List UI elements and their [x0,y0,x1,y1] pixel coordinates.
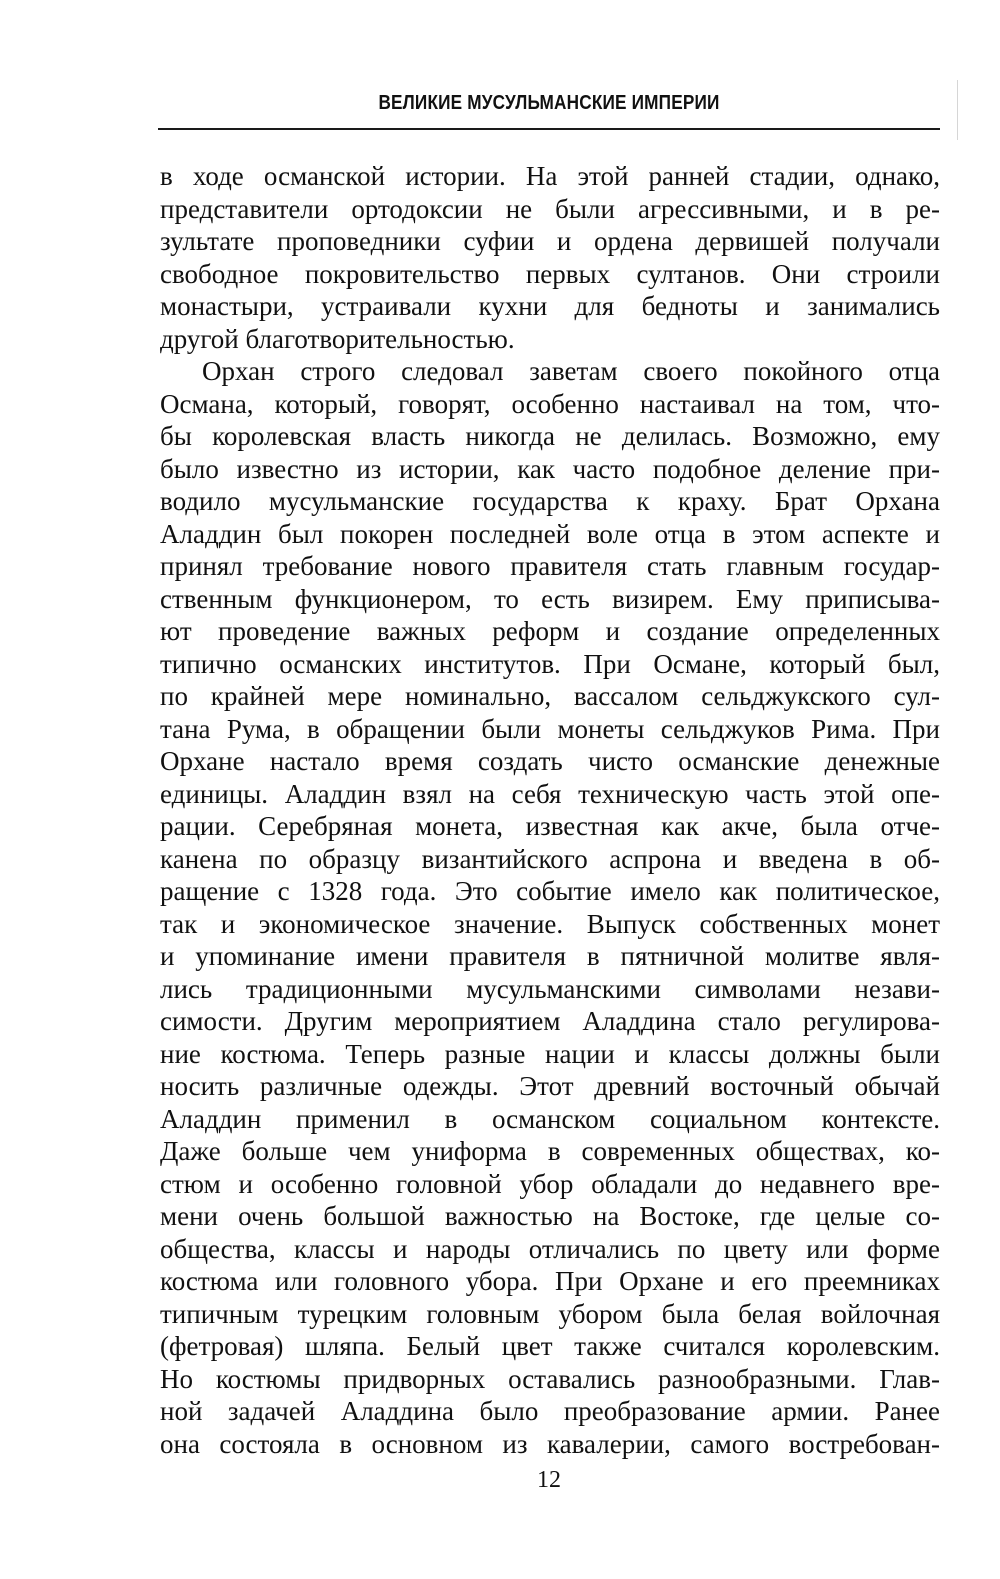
text-line: мени очень большой важностью на Востоке, где целые со- [160,1201,940,1231]
text-line: представители ортодоксии не были агрессивными, и в ре- [160,193,940,224]
text-line: тана Рума, в обращении были монеты сельджуков Рима. При [160,713,940,744]
scan-edge-mark [957,80,958,140]
text-line: ственным функционером, то есть визирем. Ему приписыва- [160,583,940,614]
text-line: канена по образцу византийского аспрона и введена в об- [160,843,940,874]
text-line: она состояла в основном из кавалерии, самого востребован- [160,1428,940,1459]
text-line: ют проведение важных реформ и создание определенных [160,616,940,646]
text-line: монастыри, устраивали кухни для бедноты и занимались [160,291,940,321]
text-line: водило мусульманские государства к краху. Брат Орхана [160,486,940,516]
text-line: было известно из истории, как часто подобное деление при- [160,453,940,484]
text-line: костюма или головного убора. При Орхане и его преемниках [160,1266,940,1296]
text-line: Даже больше чем униформа в современных обществах, ко- [160,1136,940,1166]
text-line: общества, классы и народы отличались по цвету или форме [160,1233,940,1264]
text-line: по крайней мере номинально, вассалом сельджукского сул- [160,681,940,711]
text-line: бы королевская власть никогда не делилась. Возможно, ему [160,421,940,451]
text-line: принял требование нового правителя стать главным государ- [160,551,940,581]
text-line: лись традиционными мусульманскими символами незави- [160,973,940,1004]
text-line: ращение с 1328 года. Это событие имело как политическое, [160,876,940,906]
text-line: зультате проповедники суфии и ордена дервишей получали [160,226,940,256]
text-line: ной задачей Аладдина было преобразование армии. Ранее [160,1396,940,1426]
text-line: рации. Серебряная монета, известная как акче, была отче- [160,811,940,841]
text-line: ние костюма. Теперь разные нации и классы должны были [160,1038,940,1069]
text-line: Орхане настало время создать чисто османские денежные [160,746,940,776]
text-line: Аладдин применил в османском социальном контексте. [160,1103,940,1134]
text-line: так и экономическое значение. Выпуск собственных монет [160,908,940,939]
running-header: ВЕЛИКИЕ МУСУЛЬМАНСКИЕ ИМПЕРИИ [378,92,720,114]
text-line: Аладдин был покорен последней воле отца в этом аспекте и [160,518,940,549]
paragraph-start-line: Орхан строго следовал заветам своего покойного отца [202,356,940,386]
text-line: в ходе османской истории. На этой ранней стадии, однако, [160,161,940,191]
text-line: другой благотворительностью. [160,323,515,354]
text-line: Но костюмы придворных оставались разнообразными. Глав- [160,1363,940,1394]
text-line: (фетровая) шляпа. Белый цвет также считался королевским. [160,1331,940,1361]
body-text [160,160,940,1460]
page-number: 12 [537,1467,561,1493]
text-line: носить различные одежды. Этот древний восточный обычай [160,1071,940,1101]
text-line: Османа, который, говорят, особенно настаивал на том, что- [160,388,940,419]
text-line: единицы. Аладдин взял на себя техническую часть этой опе- [160,778,940,809]
text-line: симости. Другим мероприятием Аладдина стало регулирова- [160,1006,940,1036]
text-line: типично османских институтов. При Османе, который был, [160,648,940,679]
text-line: стюм и особенно головной убор обладали до недавнего вре- [160,1168,940,1199]
text-line: типичным турецким головным убором была белая войлочная [160,1298,940,1329]
text-line: свободное покровительство первых султанов. Они строили [160,258,940,289]
header-rule [158,128,940,130]
text-line: и упоминание имени правителя в пятничной молитве явля- [160,941,940,971]
